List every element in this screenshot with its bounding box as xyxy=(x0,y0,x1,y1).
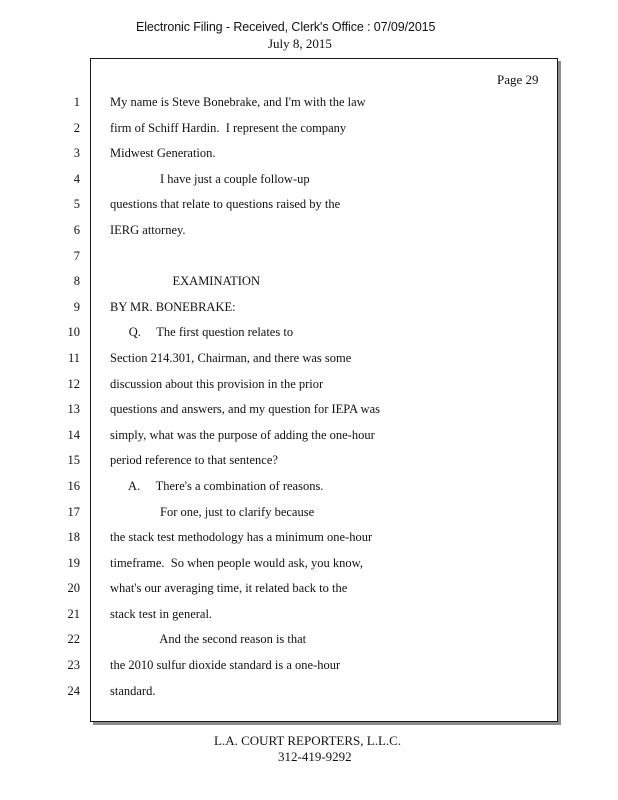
transcript-line xyxy=(0,346,560,372)
transcript-line xyxy=(0,602,560,628)
line-number: 3 xyxy=(73,146,80,161)
line-number: 20 xyxy=(67,581,80,596)
line-number: 19 xyxy=(67,555,80,570)
page-number: Page 29 xyxy=(497,72,539,87)
line-number: 23 xyxy=(67,658,80,673)
transcript-line xyxy=(0,423,560,449)
line-number: 6 xyxy=(73,222,80,237)
transcript-line xyxy=(0,269,560,295)
line-number: 15 xyxy=(67,453,80,468)
transcript-line xyxy=(0,653,560,679)
line-text: IERG attorney. xyxy=(110,222,186,237)
transcript-line xyxy=(0,372,560,398)
transcript-line xyxy=(0,141,560,167)
transcript-line xyxy=(0,320,560,346)
line-text: Section 214.301, Chairman, and there was some xyxy=(110,350,352,365)
line-text: I have just a couple follow-up xyxy=(110,171,310,186)
transcript-line xyxy=(0,397,560,423)
line-text: standard. xyxy=(110,683,156,698)
line-number: 5 xyxy=(73,197,80,212)
line-number: 21 xyxy=(67,606,80,621)
transcript-line xyxy=(0,576,560,602)
filing-stamp: Electronic Filing - Received, Clerk's Office : 07/09/2015 xyxy=(136,20,436,34)
transcript-lines xyxy=(0,90,560,704)
transcript-line xyxy=(0,90,560,116)
line-number: 10 xyxy=(67,325,80,340)
line-text: timeframe. So when people would ask, you know, xyxy=(110,555,363,570)
line-text: Midwest Generation. xyxy=(110,146,216,161)
line-text: the 2010 sulfur dioxide standard is a one-hour xyxy=(110,658,341,673)
transcript-line xyxy=(0,244,560,270)
line-text: A. There's a combination of reasons. xyxy=(110,478,324,493)
transcript-line xyxy=(0,448,560,474)
header-date: July 8, 2015 xyxy=(268,36,332,51)
line-text: EXAMINATION xyxy=(110,274,260,289)
line-number: 17 xyxy=(67,504,80,519)
line-text: simply, what was the purpose of adding the one-hour xyxy=(110,427,375,442)
line-text: the stack test methodology has a minimum one-hour xyxy=(110,530,373,545)
line-text: BY MR. BONEBRAKE: xyxy=(110,299,236,314)
line-number: 24 xyxy=(67,683,80,698)
transcript-line xyxy=(0,218,560,244)
line-text: discussion about this provision in the prior xyxy=(110,376,324,391)
transcript-line xyxy=(0,192,560,218)
reporter-company: L.A. COURT REPORTERS, L.L.C. xyxy=(214,733,402,748)
line-number: 8 xyxy=(73,274,80,289)
transcript-line xyxy=(0,551,560,577)
line-number: 7 xyxy=(73,248,80,263)
line-text: My name is Steve Bonebrake, and I'm with the law xyxy=(110,95,366,109)
transcript-line xyxy=(0,525,560,551)
transcript-line xyxy=(0,167,560,193)
transcript-line xyxy=(0,500,560,526)
line-text: questions that relate to questions raised by the xyxy=(110,197,341,212)
transcript-line xyxy=(0,679,560,705)
line-text: And the second reason is that xyxy=(110,632,307,647)
line-text: firm of Schiff Hardin. I represent the company xyxy=(110,120,347,135)
line-number: 2 xyxy=(73,120,80,135)
line-number: 11 xyxy=(67,350,80,365)
transcript-line xyxy=(0,474,560,500)
line-number: 4 xyxy=(73,171,80,186)
line-number: 18 xyxy=(67,530,80,545)
reporter-phone: 312-419-9292 xyxy=(278,749,352,764)
transcript-line xyxy=(0,295,560,321)
line-number: 16 xyxy=(67,478,80,493)
line-text: what's our averaging time, it related back to the xyxy=(110,581,348,596)
line-text: For one, just to clarify because xyxy=(110,504,315,519)
line-text: period reference to that sentence? xyxy=(110,453,278,468)
line-text: questions and answers, and my question for IEPA was xyxy=(110,402,380,417)
line-text: stack test in general. xyxy=(110,606,213,621)
line-number: 13 xyxy=(67,402,80,417)
line-number: 1 xyxy=(73,95,80,109)
line-number: 9 xyxy=(73,299,80,314)
line-number: 12 xyxy=(67,376,80,391)
line-text: Q. The first question relates to xyxy=(110,325,294,340)
transcript-line xyxy=(0,627,560,653)
transcript-line xyxy=(0,116,560,142)
line-number: 22 xyxy=(67,632,80,647)
line-number: 14 xyxy=(67,427,80,442)
